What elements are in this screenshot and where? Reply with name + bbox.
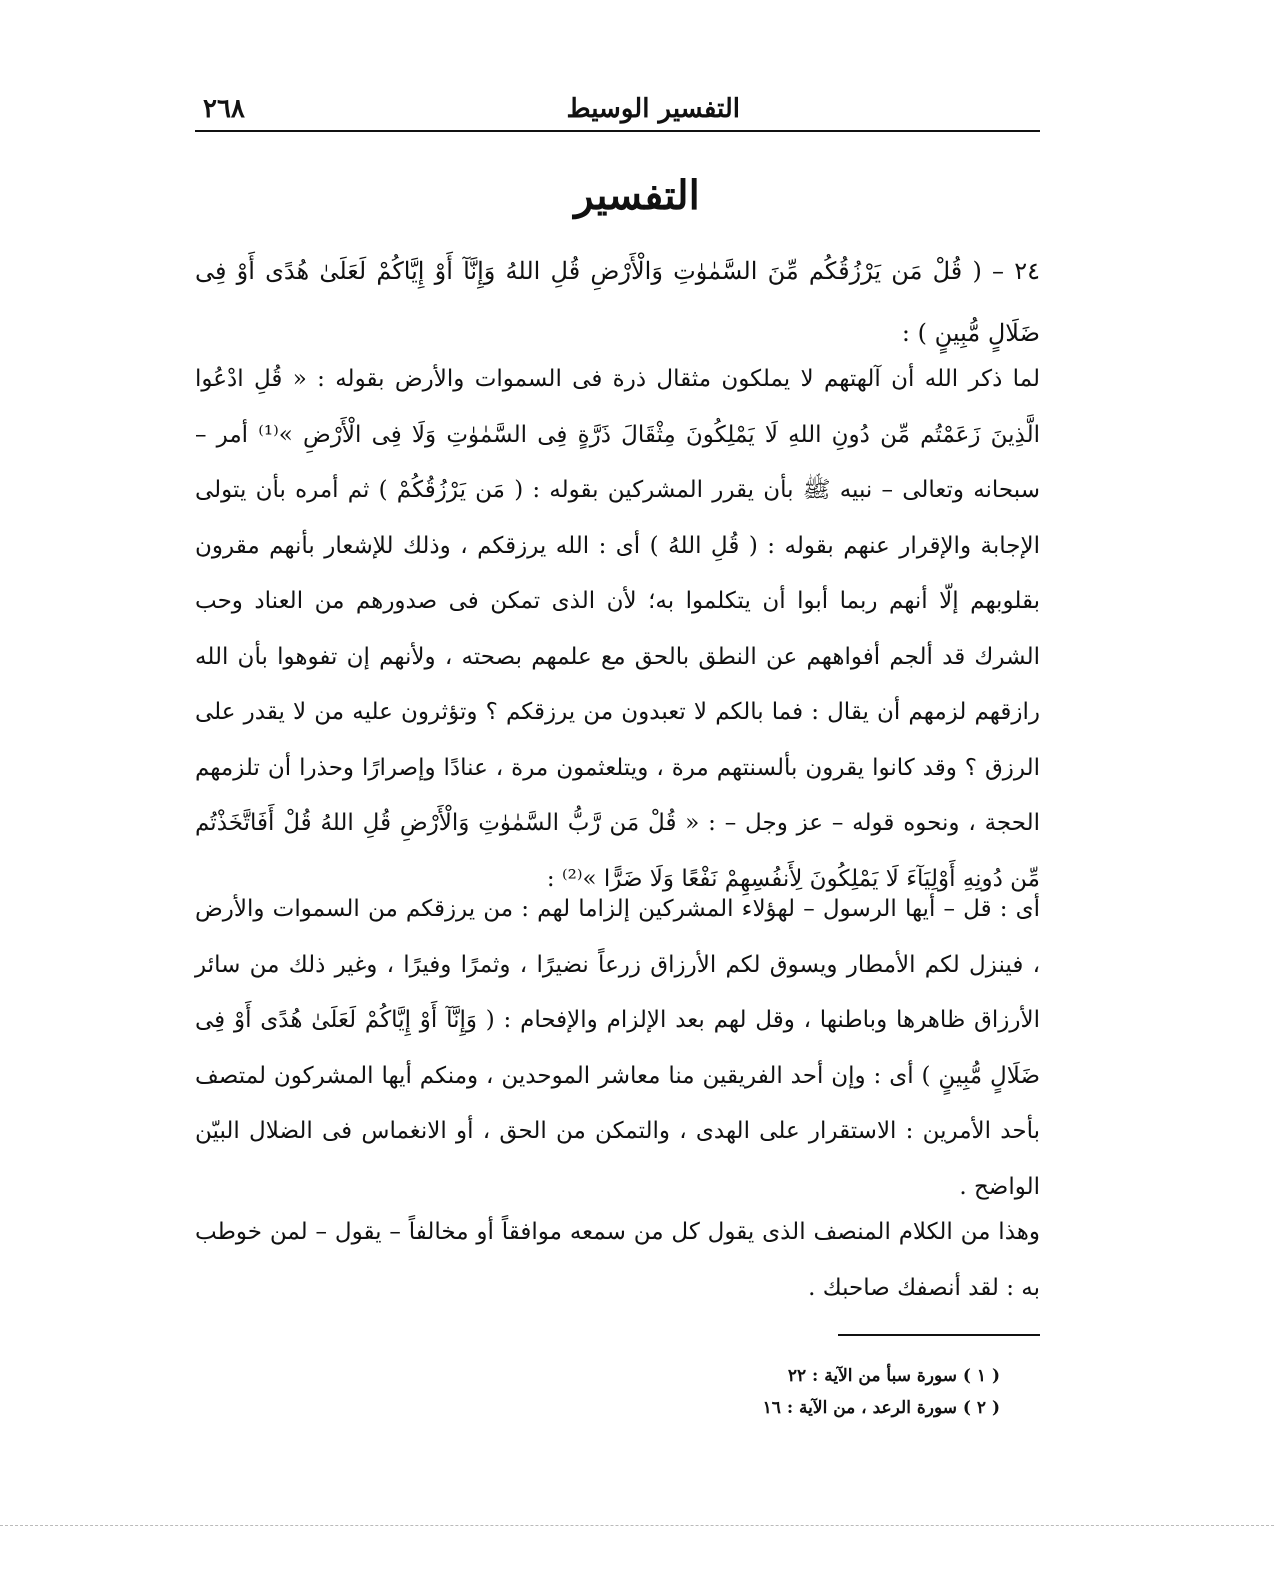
paragraph-3: وهذا من الكلام المنصف الذى يقول كل من سمعه موافقاً أو مخالفاً – يقول – لمن خوطب به : لقد أنصفك صاحبك . [195, 1219, 1040, 1301]
verse-block: ٢٤ – ( قُلْ مَن يَرْزُقُكُم مِّنَ السَّمٰوٰتِ وَالْأَرْضِ قُلِ اللهُ وَإِنَّآ أَوْ إِيَّاكُمْ لَعَلَىٰ هُدًى أَوْ فِى ضَلَالٍ مُّبِينٍ ) : [195, 257, 1040, 347]
footnote-1: ( ١ ) سورة سبأ من الآية : ٢٢ [787, 1366, 1000, 1386]
section-heading: التفسير [574, 172, 700, 219]
page-bottom-edge [0, 1525, 1274, 1526]
running-header [195, 82, 1040, 132]
running-title: التفسير الوسيط [566, 94, 740, 124]
footnote-divider [838, 1334, 1040, 1336]
footnote-2: ( ٢ ) سورة الرعد ، من الآية : ١٦ [762, 1398, 1000, 1418]
footnotes [700, 1360, 1000, 1424]
page-number: ٢٦٨ [203, 94, 245, 124]
paragraph-2: أى : قل – أيها الرسول – لهؤلاء المشركين إلزاما لهم : من يرزقكم من السموات والأرض ، فينزل لكم الأمطار ويسوق لكم الأرزاق زرعاً نضيرًا ، وثمرًا وفيرًا ، وغير ذلك من سائر الأرزاق ظاهرها وباطنها ، وقل لهم بعد الإلزام والإفحام : ( وَإِنَّآ أَوْ إِيَّاكُمْ لَعَلَىٰ هُدًى أَوْ فِى ضَلَالٍ مُّبِينٍ ) أى : وإن أحد الفريقين منا معاشر الموحدين ، ومنكم أيها المشركون لمتصف بأحد الأمرين : الاستقرار على الهدى ، والتمكن من الحق ، أو الانغماس فى الضلال البيّن الواضح . [195, 896, 1040, 1200]
paragraph-1: لما ذكر الله أن آلهتهم لا يملكون مثقال ذرة فى السموات والأرض بقوله : « قُلِ ادْعُوا الَّذِينَ زَعَمْتُم مِّن دُونِ اللهِ لَا يَمْلِكُونَ مِثْقَالَ ذَرَّةٍ فِى السَّمٰوٰتِ وَلَا فِى الْأَرْضِ »⁽¹⁾ أمر – سبحانه وتعالى – نبيه ﷺ بأن يقرر المشركين بقوله : ( مَن يَرْزُقُكُمْ ) ثم أمره بأن يتولى الإجابة والإقرار عنهم بقوله : ( قُلِ اللهُ ) أى : الله يرزقكم ، وذلك للإشعار بأنهم مقرون بقلوبهم إلّا أنهم ربما أبوا أن يتكلموا به؛ لأن الذى تمكن فى صدورهم من العناد وحب الشرك قد ألجم أفواههم عن النطق بالحق مع علمهم بصحته ، ولأنهم إن تفوهوا بأن الله رازقهم لزمهم أن يقال : فما بالكم لا تعبدون من يرزقكم ؟ وتؤثرون عليه من لا يقدر على الرزق ؟ وقد كانوا يقرون بألسنتهم مرة ، ويتلعثمون مرة ، عنادًا وإصرارًا وحذرا أن تلزمهم الحجة ، ونحوه قوله – عز وجل – : « قُلْ مَن رَّبُّ السَّمٰوٰتِ وَالْأَرْضِ قُلِ اللهُ قُلْ أَفَاتَّخَذْتُم مِّن دُونِهِ أَوْلِيَآءَ لَا يَمْلِكُونَ لِأَنفُسِهِمْ نَفْعًا وَلَا ضَرًّا »⁽²⁾ : [195, 366, 1040, 892]
